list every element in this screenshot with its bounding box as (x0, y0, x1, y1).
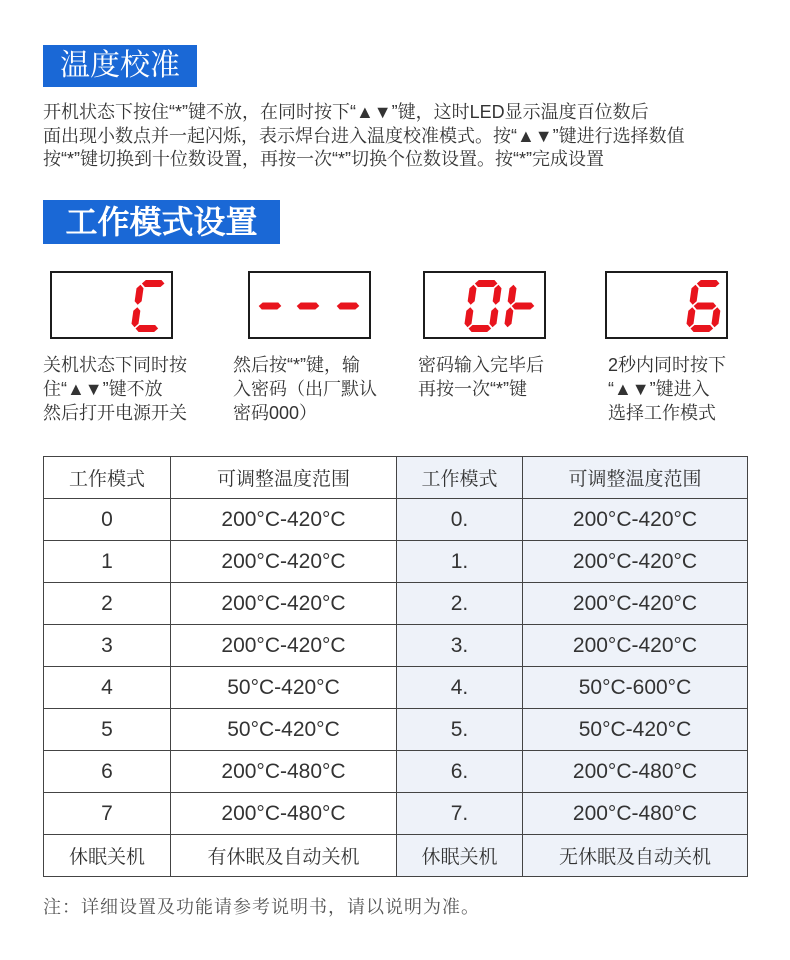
caption-line: “▲▼”键进入 (608, 379, 710, 399)
led-segment-e (464, 307, 474, 327)
led-segment-e (131, 307, 141, 327)
caption-line: 再按一次“*”键 (418, 379, 527, 399)
table-row (44, 793, 748, 835)
mode-cell: 6. (397, 751, 523, 793)
calibration-section-title: 温度校准 (43, 45, 197, 87)
caption-line: 然后打开电源开关 (43, 403, 187, 423)
mode-cell: 6 (44, 751, 171, 793)
mode-cell: 休眠关机 (44, 835, 171, 877)
led-segment-a (474, 280, 498, 287)
footnote: 注：详细设置及功能请参考说明书，请以说明为准。 (43, 897, 480, 917)
led-segment-f (467, 285, 477, 305)
led-segment-a (141, 280, 165, 287)
temperature-range-header: 可调整温度范围 (523, 457, 748, 499)
led-segment-b (492, 285, 502, 305)
led-segment-e (686, 307, 696, 327)
caption-line: 入密码（出厂默认 (233, 379, 377, 399)
led-segment-g (258, 303, 282, 310)
instruction-line: 开机状态下按住“*”键不放，在同时按下“▲▼”键，这时LED显示温度百位数后 (43, 102, 649, 122)
caption-line: 关机状态下同时按 (43, 355, 187, 375)
temperature-range-cell: 有休眠及自动关机 (171, 835, 397, 877)
mode-header: 工作模式 (44, 457, 171, 499)
led-segment-a (696, 280, 720, 287)
mode-cell: 0. (397, 499, 523, 541)
mode-cell: 3. (397, 625, 523, 667)
led-digit (504, 285, 537, 328)
mode-header: 工作模式 (397, 457, 523, 499)
led-digit (130, 280, 165, 332)
mode-cell: 2. (397, 583, 523, 625)
caption-line: 然后按“*”键，输 (233, 355, 360, 375)
led-display-step-1 (50, 271, 173, 339)
led-segment-g (296, 303, 320, 310)
led-segment-c (711, 307, 721, 327)
temperature-range-cell: 50°C-420°C (171, 667, 397, 709)
table-row (44, 499, 748, 541)
table-row (44, 541, 748, 583)
led-segment-c (489, 307, 499, 327)
caption-line: 住“▲▼”键不放 (43, 379, 163, 399)
temperature-range-cell: 50°C-420°C (523, 709, 748, 751)
table-row (44, 583, 748, 625)
mode-cell: 0 (44, 499, 171, 541)
led-digit (463, 280, 502, 332)
mode-cell: 4 (44, 667, 171, 709)
caption-line: 密码000） (233, 403, 318, 423)
mode-cell: 7 (44, 793, 171, 835)
led-digits (425, 273, 544, 337)
caption-line: 2秒内同时按下 (608, 355, 727, 375)
led-segment-d (135, 325, 159, 332)
temperature-range-cell: 200°C-420°C (523, 541, 748, 583)
led-segment-g (336, 303, 360, 310)
led-segment-e (504, 307, 514, 327)
step-caption-1 (43, 353, 187, 425)
led-display-step-4 (605, 271, 728, 339)
work-mode-section-title: 工作模式设置 (43, 200, 280, 244)
temperature-range-cell: 200°C-480°C (171, 793, 397, 835)
temperature-range-cell: 50°C-600°C (523, 667, 748, 709)
mode-cell: 3 (44, 625, 171, 667)
led-digit (336, 303, 360, 310)
table-header-row (44, 457, 748, 499)
table-row (44, 835, 748, 877)
caption-line: 密码输入完毕后 (418, 355, 544, 375)
led-segment-g (511, 303, 535, 310)
led-segment-f (134, 285, 144, 305)
led-digits (250, 273, 369, 337)
led-digit (258, 303, 282, 310)
table-row (44, 667, 748, 709)
temperature-range-cell: 200°C-420°C (523, 583, 748, 625)
temperature-range-cell: 200°C-420°C (171, 583, 397, 625)
table-row (44, 709, 748, 751)
temperature-range-cell: 200°C-480°C (523, 793, 748, 835)
work-mode-table (43, 456, 748, 877)
mode-cell: 1. (397, 541, 523, 583)
calibration-instructions (43, 101, 685, 172)
temperature-range-cell: 200°C-480°C (171, 751, 397, 793)
mode-cell: 休眠关机 (397, 835, 523, 877)
led-display-step-3 (423, 271, 546, 339)
led-segment-f (689, 285, 699, 305)
mode-cell: 1 (44, 541, 171, 583)
led-segment-d (690, 325, 714, 332)
temperature-range-cell: 200°C-420°C (171, 499, 397, 541)
led-digits (607, 273, 726, 337)
table-body (44, 457, 748, 877)
temperature-range-cell: 200°C-420°C (523, 625, 748, 667)
step-caption-4 (608, 353, 726, 425)
mode-cell: 7. (397, 793, 523, 835)
step-caption-2 (233, 353, 377, 425)
led-display-step-2 (248, 271, 371, 339)
mode-cell: 2 (44, 583, 171, 625)
table-row (44, 751, 748, 793)
led-segment-d (468, 325, 492, 332)
mode-cell: 5. (397, 709, 523, 751)
step-caption-3 (418, 353, 544, 401)
mode-cell: 4. (397, 667, 523, 709)
led-digit (685, 280, 724, 332)
mode-cell: 5 (44, 709, 171, 751)
led-digits (52, 273, 171, 337)
table-row (44, 625, 748, 667)
temperature-range-cell: 200°C-420°C (171, 625, 397, 667)
instruction-line: 面出现小数点并一起闪烁，表示焊台进入温度校准模式。按“▲▼”键进行选择数值 (43, 125, 685, 146)
led-segment-f (507, 285, 517, 305)
temperature-range-cell: 200°C-420°C (171, 541, 397, 583)
led-segment-g (693, 303, 717, 310)
temperature-range-cell: 50°C-420°C (171, 709, 397, 751)
temperature-range-header: 可调整温度范围 (171, 457, 397, 499)
temperature-range-cell: 无休眠及自动关机 (523, 835, 748, 877)
temperature-range-cell: 200°C-420°C (523, 499, 748, 541)
instruction-line: 按“*”键切换到十位数设置，再按一次“*”切换个位数设置。按“*”完成设置 (43, 149, 604, 169)
caption-line: 选择工作模式 (608, 403, 716, 423)
led-digit (296, 303, 320, 310)
temperature-range-cell: 200°C-480°C (523, 751, 748, 793)
